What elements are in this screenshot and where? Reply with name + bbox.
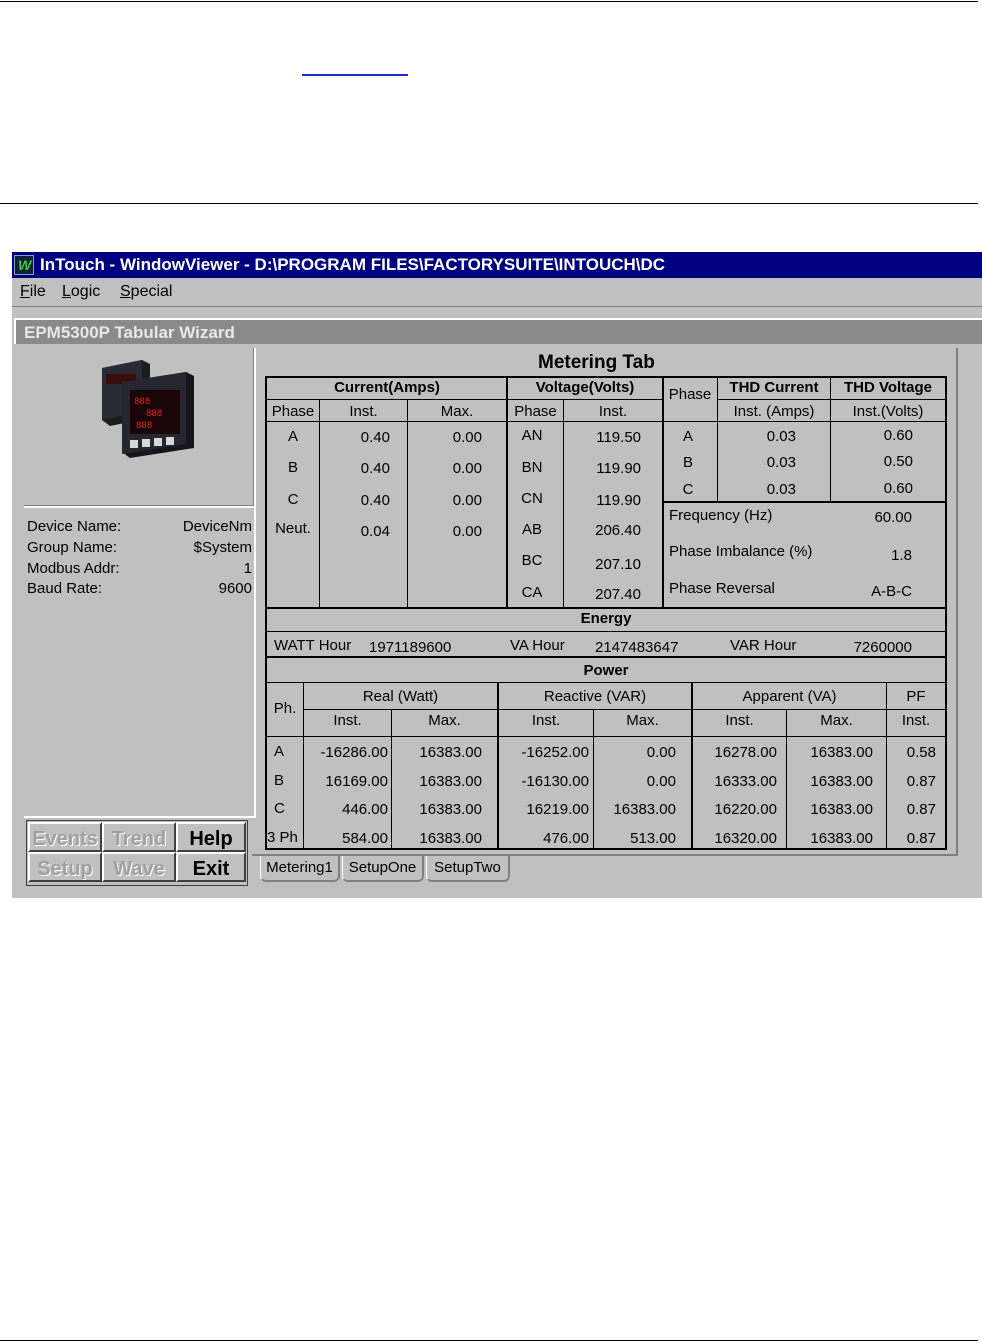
thd-phase-b: B xyxy=(682,454,693,471)
svg-text:888: 888 xyxy=(146,409,163,419)
intouch-app-icon[interactable]: W xyxy=(14,255,34,275)
pf-b: 0.87 xyxy=(906,773,936,790)
thd-current-b: 0.03 xyxy=(766,454,796,471)
frequency-label: Frequency (Hz) xyxy=(669,507,773,524)
voltage-inst-bc: 207.10 xyxy=(595,556,641,573)
reactive-max-a: 0.00 xyxy=(646,744,676,761)
real-max-col: Max. xyxy=(428,712,461,729)
real-max-a: 16383.00 xyxy=(419,744,482,761)
frequency-value: 60.00 xyxy=(874,509,912,526)
pf-inst-col: Inst. xyxy=(901,712,931,729)
metering-title: Metering Tab xyxy=(538,352,655,373)
thd-phase-a: A xyxy=(682,428,693,445)
device-name-label: Device Name: xyxy=(27,518,122,535)
thd-phase-c: C xyxy=(682,481,694,498)
thd-voltage-b: 0.50 xyxy=(883,453,913,470)
current-inst-c: 0.40 xyxy=(360,492,390,509)
tab-metering1[interactable]: Metering1 xyxy=(260,856,340,882)
menu-logic[interactable]: Logic xyxy=(62,283,101,300)
apparent-max-c: 16383.00 xyxy=(810,801,873,818)
apparent-max-b: 16383.00 xyxy=(810,773,873,790)
current-max-b: 0.00 xyxy=(452,460,482,477)
power-ph-b: B xyxy=(274,772,285,789)
thd-voltage-a: 0.60 xyxy=(883,427,913,444)
thd-current-c: 0.03 xyxy=(766,481,796,498)
voltage-phase-col: Phase xyxy=(514,403,557,420)
phase-reversal-value: A-B-C xyxy=(871,583,912,600)
reactive-inst-b: -16130.00 xyxy=(521,773,589,790)
real-inst-col: Inst. xyxy=(333,712,362,729)
real-inst-c: 446.00 xyxy=(342,801,388,818)
modbus-addr-label: Modbus Addr: xyxy=(27,560,120,577)
pf-header: PF xyxy=(906,688,926,705)
voltage-phase-cn: CN xyxy=(521,490,543,507)
thd-voltage-inst-col: Inst.(Volts) xyxy=(852,403,924,420)
intouch-window xyxy=(12,252,982,898)
current-max-a: 0.00 xyxy=(452,429,482,446)
voltage-phase-an: AN xyxy=(521,427,543,444)
svg-text:888: 888 xyxy=(136,421,153,431)
voltage-phase-bn: BN xyxy=(521,459,543,476)
apparent-max-col: Max. xyxy=(820,712,853,729)
var-hour-value: 7260000 xyxy=(853,639,912,656)
metering-grid xyxy=(12,252,982,898)
reactive-max-col: Max. xyxy=(626,712,659,729)
current-phase-a: A xyxy=(287,428,298,445)
setup-button[interactable]: Setup xyxy=(28,852,102,882)
group-name-label: Group Name: xyxy=(27,539,118,556)
watt-hour-label: WATT Hour xyxy=(274,637,352,654)
tab-setuptwo[interactable]: SetupTwo xyxy=(426,856,510,882)
current-phase-b: B xyxy=(287,459,298,476)
current-phase-c: C xyxy=(287,491,299,508)
voltage-inst-cn: 119.90 xyxy=(596,492,641,509)
voltage-inst-ab: 206.40 xyxy=(595,522,641,539)
document-link-underline[interactable] xyxy=(302,74,408,76)
current-phase-col: Phase xyxy=(271,403,315,420)
reactive-max-b: 0.00 xyxy=(646,773,676,790)
current-max-neut: 0.00 xyxy=(452,523,482,540)
reactive-inst-c: 16219.00 xyxy=(526,801,589,818)
apparent-inst-col: Inst. xyxy=(725,712,754,729)
apparent-max-3ph: 16383.00 xyxy=(810,830,873,847)
power-ph-c: C xyxy=(274,800,285,817)
power-ph-label: Ph. xyxy=(273,700,297,717)
energy-title: Energy xyxy=(580,610,632,627)
panel-title: EPM5300P Tabular Wizard xyxy=(14,318,982,344)
watt-hour-value: 1971189600 xyxy=(369,639,452,656)
va-hour-label: VA Hour xyxy=(510,637,565,654)
reactive-inst-col: Inst. xyxy=(531,712,561,729)
tab-setupone[interactable]: SetupOne xyxy=(342,856,424,882)
modbus-addr-value: 1 xyxy=(243,560,252,577)
baud-rate-label: Baud Rate: xyxy=(27,580,103,597)
menu-special[interactable]: Special xyxy=(120,283,173,300)
apparent-inst-b: 16333.00 xyxy=(714,773,777,790)
var-hour-label: VAR Hour xyxy=(730,637,797,654)
real-inst-a: -16286.00 xyxy=(320,744,388,761)
phase-imbalance-label: Phase Imbalance (%) xyxy=(669,543,813,560)
thd-voltage-c: 0.60 xyxy=(883,480,913,497)
real-max-c: 16383.00 xyxy=(419,801,482,818)
voltage-inst-col: Inst. xyxy=(598,403,628,420)
current-max-col: Max. xyxy=(440,403,474,420)
top-rule xyxy=(0,1,978,2)
apparent-inst-c: 16220.00 xyxy=(714,801,777,818)
current-max-c: 0.00 xyxy=(452,492,482,509)
apparent-inst-3ph: 16320.00 xyxy=(714,830,777,847)
thd-phase-label: Phase xyxy=(668,386,712,403)
current-inst-b: 0.40 xyxy=(360,460,390,477)
power-ph-3ph: 3 Ph xyxy=(267,829,298,846)
current-header: Current(Amps) xyxy=(334,379,440,396)
voltage-phase-ca: CA xyxy=(521,584,543,601)
thd-current-header: THD Current xyxy=(729,379,819,396)
svg-text:888: 888 xyxy=(134,397,151,407)
thd-current-inst-col: Inst. (Amps) xyxy=(733,403,815,420)
voltage-inst-bn: 119.90 xyxy=(596,460,641,477)
phase-imbalance-value: 1.8 xyxy=(891,547,912,564)
group-name-value: $System xyxy=(193,539,252,556)
pf-a: 0.58 xyxy=(906,744,936,761)
real-inst-b: 16169.00 xyxy=(325,773,388,790)
baud-rate-value: 9600 xyxy=(218,580,252,597)
exit-button[interactable]: Exit xyxy=(176,852,246,882)
real-header: Real (Watt) xyxy=(362,688,439,705)
power-ph-a: A xyxy=(274,743,285,760)
bottom-rule xyxy=(0,1340,978,1341)
real-max-b: 16383.00 xyxy=(419,773,482,790)
pf-c: 0.87 xyxy=(906,801,936,818)
power-title: Power xyxy=(583,662,629,679)
current-phase-neut: Neut. xyxy=(275,520,311,537)
trend-button[interactable]: Trend xyxy=(102,822,176,852)
pf-3ph: 0.87 xyxy=(906,830,936,847)
voltage-header: Voltage(Volts) xyxy=(535,379,635,396)
va-hour-value: 2147483647 xyxy=(595,639,679,656)
help-button[interactable]: Help xyxy=(176,822,246,852)
reactive-inst-3ph: 476.00 xyxy=(543,830,589,847)
apparent-max-a: 16383.00 xyxy=(810,744,873,761)
real-inst-3ph: 584.00 xyxy=(342,830,388,847)
events-button[interactable]: Events xyxy=(28,822,102,852)
wave-button[interactable]: Wave xyxy=(102,852,176,882)
apparent-inst-a: 16278.00 xyxy=(714,744,777,761)
menu-file[interactable]: File xyxy=(20,283,46,300)
reactive-header: Reactive (VAR) xyxy=(543,688,647,705)
header-rule xyxy=(0,203,978,204)
voltage-phase-ab: AB xyxy=(521,521,542,538)
phase-reversal-label: Phase Reversal xyxy=(669,580,775,597)
reactive-max-3ph: 513.00 xyxy=(630,830,676,847)
reactive-inst-a: -16252.00 xyxy=(521,744,589,761)
voltage-phase-bc: BC xyxy=(521,552,543,569)
current-inst-col: Inst. xyxy=(349,403,378,420)
device-name-value: DeviceNm xyxy=(182,518,252,535)
voltage-inst-an: 119.50 xyxy=(596,429,641,446)
window-title: InTouch - WindowViewer - D:\PROGRAM FILES\FACTORYSUITE\INTOUCH\DC xyxy=(40,255,666,274)
current-inst-neut: 0.04 xyxy=(360,523,390,540)
voltage-inst-ca: 207.40 xyxy=(595,586,641,603)
thd-voltage-header: THD Voltage xyxy=(843,379,933,396)
apparent-header: Apparent (VA) xyxy=(742,688,837,705)
thd-current-a: 0.03 xyxy=(766,428,796,445)
reactive-max-c: 16383.00 xyxy=(613,801,676,818)
real-max-3ph: 16383.00 xyxy=(419,830,482,847)
current-inst-a: 0.40 xyxy=(360,429,390,446)
